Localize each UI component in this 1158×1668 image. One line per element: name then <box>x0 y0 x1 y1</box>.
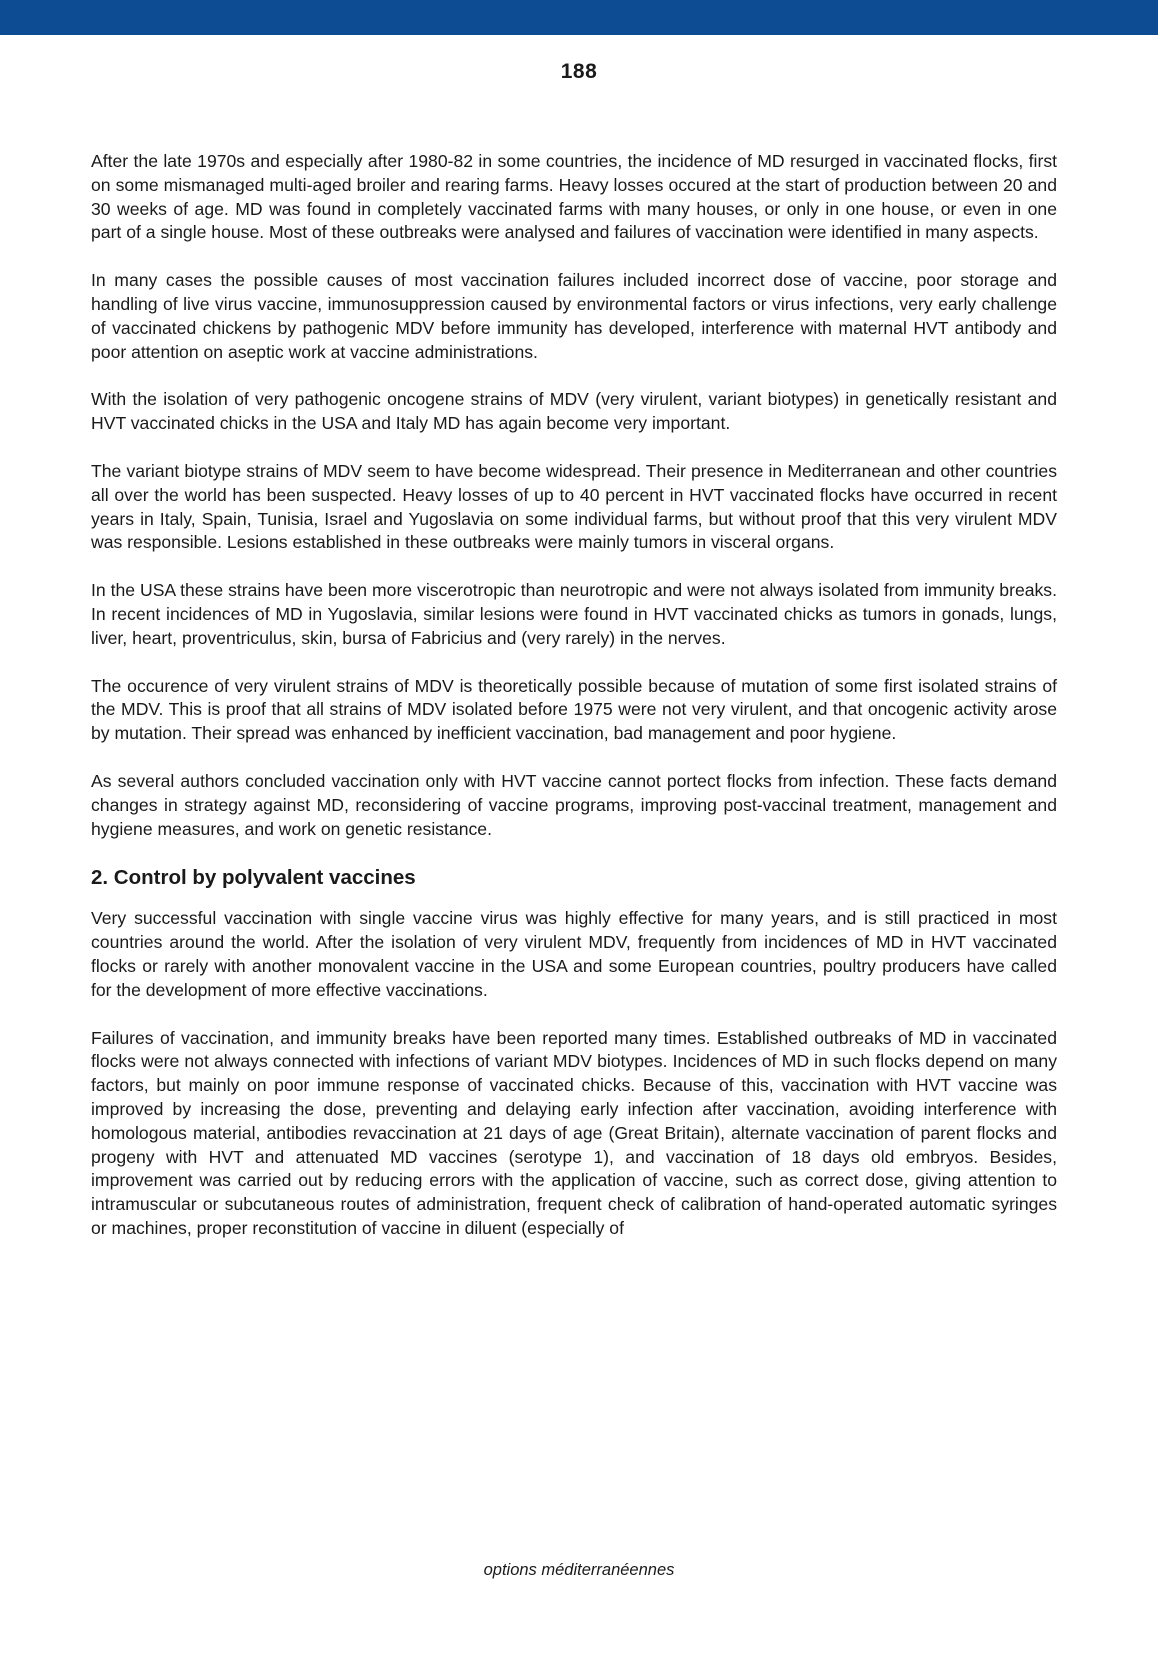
document-body <box>91 150 1057 1265</box>
top-color-bar <box>0 0 1158 35</box>
paragraph: In the USA these strains have been more viscerotropic than neurotropic and were not always isolated from immunity breaks. In recent incidences of MD in Yugoslavia, similar lesions were found in HVT vaccinated chicks as tumors in gonads, lungs, liver, heart, proventriculus, skin, bursa of Fabricius and (very rarely) in the nerves. <box>91 580 1057 648</box>
paragraph: After the late 1970s and especially after 1980-82 in some countries, the incidence of MD resurged in vaccinated flocks, first on some mismanaged multi-aged broiler and rearing farms. Heavy losses occured at the start of production between 20 and 30 weeks of age. MD was found in completely vaccinated farms with many houses, or only in one house, or even in one part of a single house. Most of these outbreaks were analysed and failures of vaccination were identified in many aspects. <box>91 151 1057 243</box>
paragraph: The variant biotype strains of MDV seem to have become widespread. Their presence in Mediterranean and other countries all over the world has been suspected. Heavy losses of up to 40 percent in HVT vaccinated flocks have occurred in recent years in Italy, Spain, Tunisia, Israel and Yugoslavia on some individual farms, but without proof that this very virulent MDV was responsible. Lesions established in these outbreaks were mainly tumors in visceral organs. <box>91 460 1057 553</box>
section-heading: 2. Control by polyvalent vaccines <box>91 866 416 890</box>
paragraph: The occurence of very virulent strains of MDV is theoretically possible because of mutation of some first isolated strains of the MDV. This is proof that all strains of MDV isolated before 1975 were not very virulent, and that oncogenic activity arose by mutation. Their spread was enhanced by inefficient vaccination, bad management and poor hygiene. <box>91 675 1057 744</box>
paragraph: Very successful vaccination with single vaccine virus was highly effective for many years, and is still practiced in most countries around the world. After the isolation of very virulent MDV, frequently from incidences of MD in HVT vaccinated flocks or rarely with another monovalent vaccine in the USA and some European countries, poultry producers have called for the development of more effective vaccinations. <box>91 908 1057 1000</box>
paragraph: In many cases the possible causes of most vaccination failures included incorrect dose of vaccine, poor storage and handling of live virus vaccine, immunosuppression caused by environmental factors or virus infections, very early challenge of vaccinated chickens by pathogenic MDV before immunity has developed, interference with maternal HVT antibody and poor attention on aseptic work at vaccine administrations. <box>91 270 1057 362</box>
footer-publication-title: options méditerranéennes <box>483 1561 675 1579</box>
paragraph: With the isolation of very pathogenic oncogene strains of MDV (very virulent, variant biotypes) in genetically resistant and HVT vaccinated chicks in the USA and Italy MD has again become very important. <box>91 389 1057 434</box>
paragraph: As several authors concluded vaccination only with HVT vaccine cannot portect flocks from infection. These facts demand changes in strategy against MD, reconsidering of vaccine programs, improving post-vaccinal treatment, management and hygiene measures, and work on genetic resistance. <box>91 770 1057 839</box>
paragraph: Failures of vaccination, and immunity breaks have been reported many times. Established outbreaks of MD in vaccinated flocks were not always connected with infections of variant MDV biotypes. Incidences of MD in such flocks depend on many factors, but mainly on poor immune response of vaccinated chicks. Because of this, vaccination with HVT vaccine was improved by increasing the dose, preventing and delaying early infection after vaccination, avoiding interference with homologous material, antibodies revaccination at 21 days of age (Great Britain), alternate vaccination of parent flocks and progeny with HVT and attenuated MD vaccines (serotype 1), and vaccination of 18 days old embryos. Besides, improvement was carried out by reducing errors with the application of vaccine, such as correct dose, giving attention to intramuscular or subcutaneous routes of administration, frequent check of calibration of hand-operated automatic syringes or machines, proper reconstitution of vaccine in diluent (especially of <box>91 1027 1057 1238</box>
page-number: 188 <box>560 60 598 83</box>
